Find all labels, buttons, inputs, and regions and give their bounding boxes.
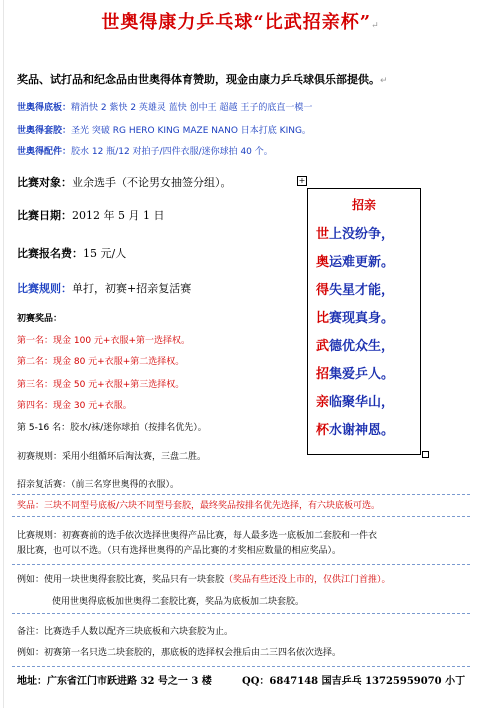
poem-head-char: 奥 xyxy=(316,255,330,270)
revival-rule-line-2: 服比赛，也可以不选。（只有选择世奥得的产品比赛的才奖相应数量的相应奖品）。 xyxy=(17,546,342,556)
prize-first: 第一名：现金 100 元+衣服+第一选择权。 xyxy=(17,336,190,346)
prize-third: 第三名：现金 50 元+衣服+第三选择权。 xyxy=(17,380,185,390)
fee-label: 比赛报名费： xyxy=(17,247,83,260)
sponsor-text: 奖品、试打品和纪念品由世奥得体育赞助，现金由康力乒乓球俱乐部提供。 xyxy=(17,73,380,86)
blades-label: 世奥得底板： xyxy=(17,103,72,113)
target-value: 业余选手（不论男女抽签分组）。 xyxy=(72,176,232,189)
rules-label: 比赛规则： xyxy=(17,282,72,295)
poem-line-text: 德优众生， xyxy=(329,339,395,354)
poem-head-char: 得 xyxy=(316,283,330,298)
address-value: 广东省江门市跃进路 32 号之一 3 楼 xyxy=(47,676,212,687)
date-value: 2012 年 5 月 1 日 xyxy=(72,209,165,222)
rubbers-label: 世奥得套胶： xyxy=(17,126,72,136)
rubbers-list: 圣光 突破 RG HERO KING MAZE NANO 日本打底 KING。 xyxy=(71,126,311,136)
fee-value: 15 元/人 xyxy=(83,247,127,260)
poem-head-char: 杯 xyxy=(316,423,330,438)
example-1-cont-line: 使用世奥得底板加世奥得二套胶比赛，奖品为底板加二块套胶。 xyxy=(52,597,305,607)
poem-line-text: 失星才能， xyxy=(329,283,395,298)
accessories-label: 世奥得配件： xyxy=(17,147,72,157)
rules-line xyxy=(17,283,191,295)
example-2-line: 例如：初赛第一名只选二块套胶的，那底板的选择权会推后由二三四名依次选择。 xyxy=(17,648,342,658)
poem-line xyxy=(316,391,420,410)
target-label: 比赛对象： xyxy=(17,176,72,189)
prize-second: 第二名：现金 80 元+衣服+第二选择权。 xyxy=(17,357,185,367)
blades-list: 精消快 2 紫快 2 英雄灵 蓝快 创中王 超越 王子的底直一模一 xyxy=(71,103,313,113)
poem-line xyxy=(316,279,420,298)
fee-line xyxy=(17,248,126,260)
address-line xyxy=(17,676,212,688)
dashed-divider xyxy=(12,564,470,565)
date-label: 比赛日期： xyxy=(17,209,72,222)
revival-rule-line-1: 比赛规则：初赛赛前的选手依次选择世奥得产品比赛，每人最多选一底板加二套胶和一件衣 xyxy=(17,531,378,541)
poem-head-char: 世 xyxy=(316,227,330,242)
poem-textbox[interactable] xyxy=(307,188,421,455)
poem-line xyxy=(316,251,420,270)
resize-handle[interactable] xyxy=(422,451,429,458)
dashed-divider xyxy=(12,613,470,614)
contact-line xyxy=(242,676,465,688)
address-label: 地址： xyxy=(17,676,47,687)
poem-line xyxy=(316,363,420,382)
poem-line xyxy=(316,223,420,242)
poem-head-char: 武 xyxy=(316,339,330,354)
poem-line-text: 上没纷争， xyxy=(329,227,395,242)
dashed-divider xyxy=(12,494,470,495)
example-1-text: 例如：使用一块世奥得套胶比赛，奖品只有一块套胶 xyxy=(17,575,225,585)
prelim-rule-line: 初赛规则：采用小组循环后淘汰赛，三盘二胜。 xyxy=(17,452,207,462)
qq-label: QQ： xyxy=(242,676,270,687)
dashed-divider xyxy=(12,666,470,667)
anchor-move-icon[interactable]: + xyxy=(298,176,306,185)
accessories-list: 胶水 12 瓶/12 对拍子/四件衣服/迷你球拍 40 个。 xyxy=(71,147,273,157)
example-1-line xyxy=(17,574,391,586)
poem-head-char: 比 xyxy=(316,311,330,326)
title-text: 世奥得康力乒乓球“比武招亲杯” xyxy=(101,12,372,33)
note-line: 备注：比赛选手人数以配齐三块底板和六块套胶为止。 xyxy=(17,627,234,637)
poem-title: 招亲 xyxy=(351,198,376,212)
paragraph-mark: ↵ xyxy=(380,76,388,86)
poem-line xyxy=(316,307,420,326)
poem-head-char: 亲 xyxy=(316,395,330,410)
poem-head-char: 招 xyxy=(316,367,330,382)
prizes-header: 初赛奖品： xyxy=(17,314,63,324)
blades-line xyxy=(17,102,312,114)
poem-line xyxy=(316,335,420,354)
poem-line-text: 临聚华山， xyxy=(329,395,395,410)
document-title xyxy=(0,8,481,34)
poem-line-text: 水谢神恩。 xyxy=(329,423,395,438)
accessories-line xyxy=(17,146,273,158)
target-line xyxy=(17,177,232,189)
dashed-divider xyxy=(12,516,470,517)
revival-prize-line: 奖品：三块不同型号底板/六块不同型号套胶，最终奖品按排名优先选择，有六块底板可选。 xyxy=(17,501,381,511)
prize-fourth: 第四名：现金 30 元+衣服。 xyxy=(17,401,132,411)
date-line xyxy=(17,210,164,222)
qq-value: 6847148 国吉乒乓 13725959070 小丁 xyxy=(269,676,466,687)
example-1-note: （奖品有些还没上市的，仅供江门首推）。 xyxy=(224,575,391,585)
rubbers-line xyxy=(17,125,311,137)
poem-line-text: 赛现真身。 xyxy=(329,311,395,326)
prize-5-16: 第 5-16 名：胶水/袜/迷你球拍（按排名优先）。 xyxy=(17,423,207,433)
poem-line-text: 集爱乒人。 xyxy=(329,367,395,382)
paragraph-mark: ↵ xyxy=(371,21,380,31)
poem-line xyxy=(316,419,420,438)
revival-line: 招亲复活赛：（前三名穿世奥得的衣服）。 xyxy=(17,480,180,490)
poem-line-text: 运难更新。 xyxy=(329,255,395,270)
sponsor-line xyxy=(17,74,388,87)
rules-value: 单打，初赛+招亲复活赛 xyxy=(72,282,192,295)
page-margin-line xyxy=(3,0,4,708)
